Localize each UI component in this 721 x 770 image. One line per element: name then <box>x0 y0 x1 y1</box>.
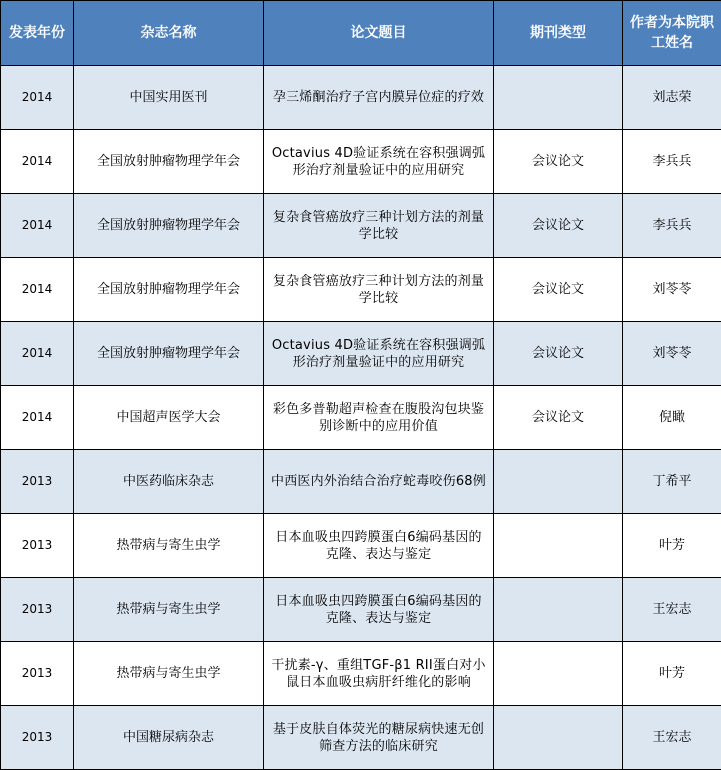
cell-type <box>494 578 623 642</box>
cell-title: 复杂食管癌放疗三种计划方法的剂量学比较 <box>264 194 494 258</box>
cell-year: 2013 <box>1 578 74 642</box>
cell-journal: 热带病与寄生虫学 <box>74 514 264 578</box>
cell-author: 丁希平 <box>623 450 721 514</box>
header-row <box>1 1 721 66</box>
cell-title: Octavius 4D验证系统在容积强调弧形治疗剂量验证中的应用研究 <box>264 322 494 386</box>
cell-journal: 中国超声医学大会 <box>74 386 264 450</box>
table-row <box>1 194 721 258</box>
cell-type <box>494 642 623 706</box>
cell-journal: 全国放射肿瘤物理学年会 <box>74 130 264 194</box>
cell-journal: 全国放射肿瘤物理学年会 <box>74 322 264 386</box>
cell-title: 中西医内外治结合治疗蛇毒咬伤68例 <box>264 450 494 514</box>
cell-journal: 中国实用医刊 <box>74 66 264 130</box>
header-title: 论文题目 <box>264 1 494 66</box>
cell-author: 倪瞰 <box>623 386 721 450</box>
table-row <box>1 578 721 642</box>
cell-journal: 全国放射肿瘤物理学年会 <box>74 258 264 322</box>
cell-year: 2014 <box>1 322 74 386</box>
cell-author: 李兵兵 <box>623 130 721 194</box>
cell-title: 彩色多普勒超声检查在腹股沟包块鉴别诊断中的应用价值 <box>264 386 494 450</box>
cell-year: 2013 <box>1 514 74 578</box>
cell-type: 会议论文 <box>494 258 623 322</box>
cell-author: 王宏志 <box>623 706 721 770</box>
cell-title: 日本血吸虫四跨膜蛋白6编码基因的克隆、表达与鉴定 <box>264 578 494 642</box>
cell-title: 干扰素-γ、重组TGF-β1 RII蛋白对小鼠日本血吸虫病肝纤维化的影响 <box>264 642 494 706</box>
header-author: 作者为本院职工姓名 <box>623 1 721 66</box>
cell-year: 2013 <box>1 450 74 514</box>
cell-type: 会议论文 <box>494 386 623 450</box>
cell-year: 2013 <box>1 706 74 770</box>
cell-title: 日本血吸虫四跨膜蛋白6编码基因的克隆、表达与鉴定 <box>264 514 494 578</box>
table-body <box>1 66 721 770</box>
cell-author: 刘志荣 <box>623 66 721 130</box>
cell-author: 刘苓苓 <box>623 322 721 386</box>
cell-year: 2014 <box>1 194 74 258</box>
header-year: 发表年份 <box>1 1 74 66</box>
cell-type: 会议论文 <box>494 322 623 386</box>
cell-journal: 中国糖尿病杂志 <box>74 706 264 770</box>
table-row <box>1 642 721 706</box>
cell-author: 李兵兵 <box>623 194 721 258</box>
cell-title: Octavius 4D验证系统在容积强调弧形治疗剂量验证中的应用研究 <box>264 130 494 194</box>
cell-type <box>494 706 623 770</box>
table-row <box>1 66 721 130</box>
table-row <box>1 514 721 578</box>
cell-year: 2014 <box>1 66 74 130</box>
cell-type <box>494 66 623 130</box>
cell-type: 会议论文 <box>494 130 623 194</box>
cell-type: 会议论文 <box>494 194 623 258</box>
cell-author: 王宏志 <box>623 578 721 642</box>
table-row <box>1 322 721 386</box>
cell-journal: 热带病与寄生虫学 <box>74 642 264 706</box>
cell-type <box>494 514 623 578</box>
table-row <box>1 386 721 450</box>
cell-journal: 全国放射肿瘤物理学年会 <box>74 194 264 258</box>
cell-year: 2013 <box>1 642 74 706</box>
table-row <box>1 130 721 194</box>
cell-year: 2014 <box>1 258 74 322</box>
header-journal: 杂志名称 <box>74 1 264 66</box>
cell-author: 叶芳 <box>623 514 721 578</box>
cell-year: 2014 <box>1 130 74 194</box>
cell-title: 复杂食管癌放疗三种计划方法的剂量学比较 <box>264 258 494 322</box>
cell-journal: 热带病与寄生虫学 <box>74 578 264 642</box>
table-row <box>1 450 721 514</box>
cell-title: 基于皮肤自体荧光的糖尿病快速无创筛查方法的临床研究 <box>264 706 494 770</box>
cell-type <box>494 450 623 514</box>
header-type: 期刊类型 <box>494 1 623 66</box>
cell-journal: 中医药临床杂志 <box>74 450 264 514</box>
cell-year: 2014 <box>1 386 74 450</box>
table-row <box>1 706 721 770</box>
cell-title: 孕三烯酮治疗子宫内膜异位症的疗效 <box>264 66 494 130</box>
table-row <box>1 258 721 322</box>
cell-author: 刘苓苓 <box>623 258 721 322</box>
table-header <box>1 1 721 66</box>
cell-author: 叶芳 <box>623 642 721 706</box>
